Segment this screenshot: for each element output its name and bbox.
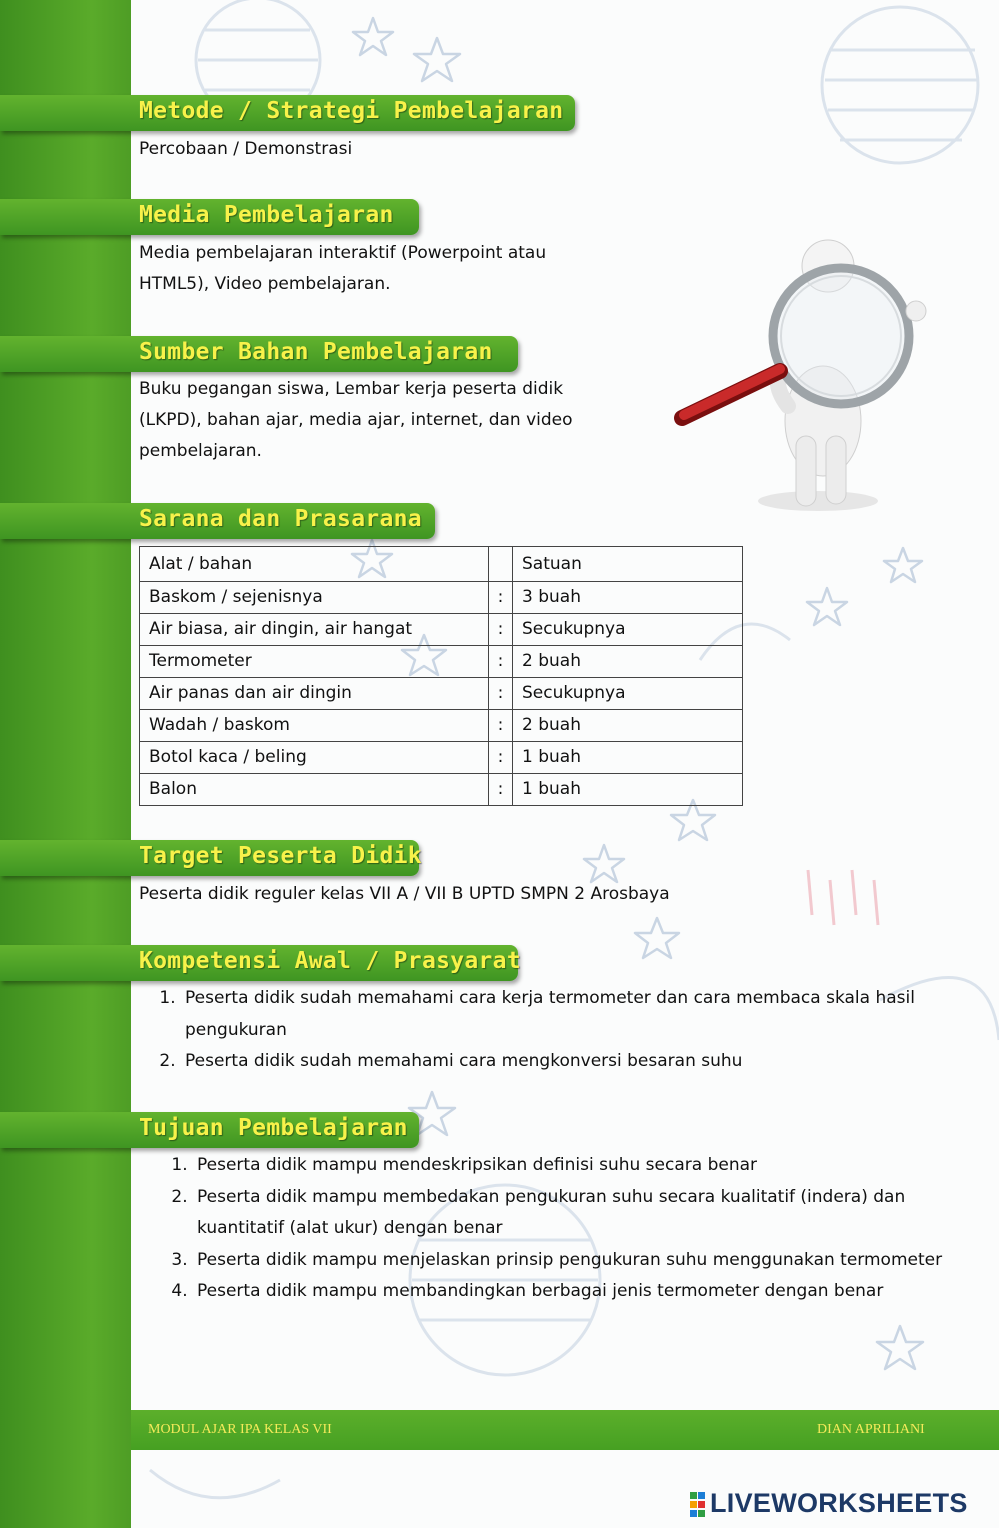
section-title-media: Media Pembelajaran xyxy=(139,202,394,228)
table-header-row xyxy=(140,547,743,582)
target-body: Peserta didik reguler kelas VII A / VII B UPTD SMPN 2 Arosbaya xyxy=(139,884,670,904)
table-cell-sep: : xyxy=(489,742,513,774)
table-row xyxy=(140,774,743,806)
section-header-sarana xyxy=(0,503,435,539)
section-header-kompetensi xyxy=(0,945,521,981)
table-row xyxy=(140,582,743,614)
table-cell-sep: : xyxy=(489,646,513,678)
table-header-unit: Satuan xyxy=(513,547,743,582)
list-item: 3. Peserta didik mampu menjelaskan prinsip pengukuran suhu menggunakan termometer xyxy=(193,1245,963,1277)
table-cell-item: Baskom / sejenisnya xyxy=(140,582,489,614)
table-cell-unit: Secukupnya xyxy=(513,678,743,710)
table-row xyxy=(140,742,743,774)
table-cell-unit: 3 buah xyxy=(513,582,743,614)
footer-right-text: DIAN APRILIANI xyxy=(817,1422,925,1437)
media-body xyxy=(139,238,546,300)
list-item: 1. Peserta didik sudah memahami cara kerja termometer dan cara membaca skala hasil pengukuran xyxy=(181,983,951,1046)
section-header-metode xyxy=(0,95,575,131)
section-title-sarana: Sarana dan Prasarana xyxy=(139,506,422,532)
table-cell-unit: 1 buah xyxy=(513,742,743,774)
page-footer xyxy=(131,1410,999,1450)
list-item: 2. Peserta didik sudah memahami cara mengkonversi besaran suhu xyxy=(181,1046,951,1078)
table-cell-unit: 2 buah xyxy=(513,646,743,678)
table-cell-sep: : xyxy=(489,582,513,614)
kompetensi-list xyxy=(139,983,951,1078)
table-cell-item: Air biasa, air dingin, air hangat xyxy=(140,614,489,646)
sumber-body-line: (LKPD), bahan ajar, media ajar, internet, dan video xyxy=(139,410,573,430)
section-title-sumber: Sumber Bahan Pembelajaran xyxy=(139,339,493,365)
media-body-line: HTML5), Video pembelajaran. xyxy=(139,274,391,294)
media-body-line: Media pembelajaran interaktif (Powerpoint atau xyxy=(139,243,547,263)
table-cell-sep: : xyxy=(489,678,513,710)
list-item: 2. Peserta didik mampu membedakan pengukuran suhu secara kualitatif (indera) dan kuantitatif (alat ukur) dengan benar xyxy=(193,1182,963,1245)
footer-left-text: MODUL AJAR IPA KELAS VII xyxy=(148,1422,332,1437)
list-item: 1. Peserta didik mampu mendeskripsikan definisi suhu secara benar xyxy=(193,1150,963,1182)
table-header-item: Alat / bahan xyxy=(140,547,489,582)
table-row xyxy=(140,710,743,742)
table-row xyxy=(140,678,743,710)
sarana-table xyxy=(139,546,743,806)
liveworksheets-logo-icon xyxy=(690,1492,706,1518)
table-cell-sep: : xyxy=(489,614,513,646)
table-cell-item: Botol kaca / beling xyxy=(140,742,489,774)
table-cell-unit: 2 buah xyxy=(513,710,743,742)
section-title-metode: Metode / Strategi Pembelajaran xyxy=(139,98,564,124)
section-header-sumber xyxy=(0,336,518,372)
table-cell-item: Termometer xyxy=(140,646,489,678)
sumber-body-line: pembelajaran. xyxy=(139,441,262,461)
table-cell-item: Wadah / baskom xyxy=(140,710,489,742)
table-cell-sep: : xyxy=(489,774,513,806)
table-cell-sep: : xyxy=(489,710,513,742)
table-cell-item: Balon xyxy=(140,774,489,806)
sumber-body-line: Buku pegangan siswa, Lembar kerja peserta didik xyxy=(139,379,564,399)
section-header-media xyxy=(0,199,419,235)
sumber-body xyxy=(139,374,573,467)
table-cell-unit: 1 buah xyxy=(513,774,743,806)
tujuan-list xyxy=(139,1150,963,1308)
section-title-target: Target Peserta Didik xyxy=(139,843,422,869)
table-cell-item: Air panas dan air dingin xyxy=(140,678,489,710)
section-title-kompetensi: Kompetensi Awal / Prasyarat xyxy=(139,948,521,974)
table-cell-unit: Secukupnya xyxy=(513,614,743,646)
table-row xyxy=(140,646,743,678)
metode-body: Percobaan / Demonstrasi xyxy=(139,139,353,159)
table-row xyxy=(140,614,743,646)
list-item: 4. Peserta didik mampu membandingkan berbagai jenis termometer dengan benar xyxy=(193,1276,963,1308)
liveworksheets-brand[interactable]: LIVEWORKSHEETS xyxy=(710,1488,968,1518)
magnifier-figure-illustration xyxy=(668,236,928,516)
section-header-tujuan xyxy=(0,1112,419,1148)
section-title-tujuan: Tujuan Pembelajaran xyxy=(139,1115,408,1141)
section-header-target xyxy=(0,840,422,876)
table-header-sep xyxy=(489,547,513,582)
